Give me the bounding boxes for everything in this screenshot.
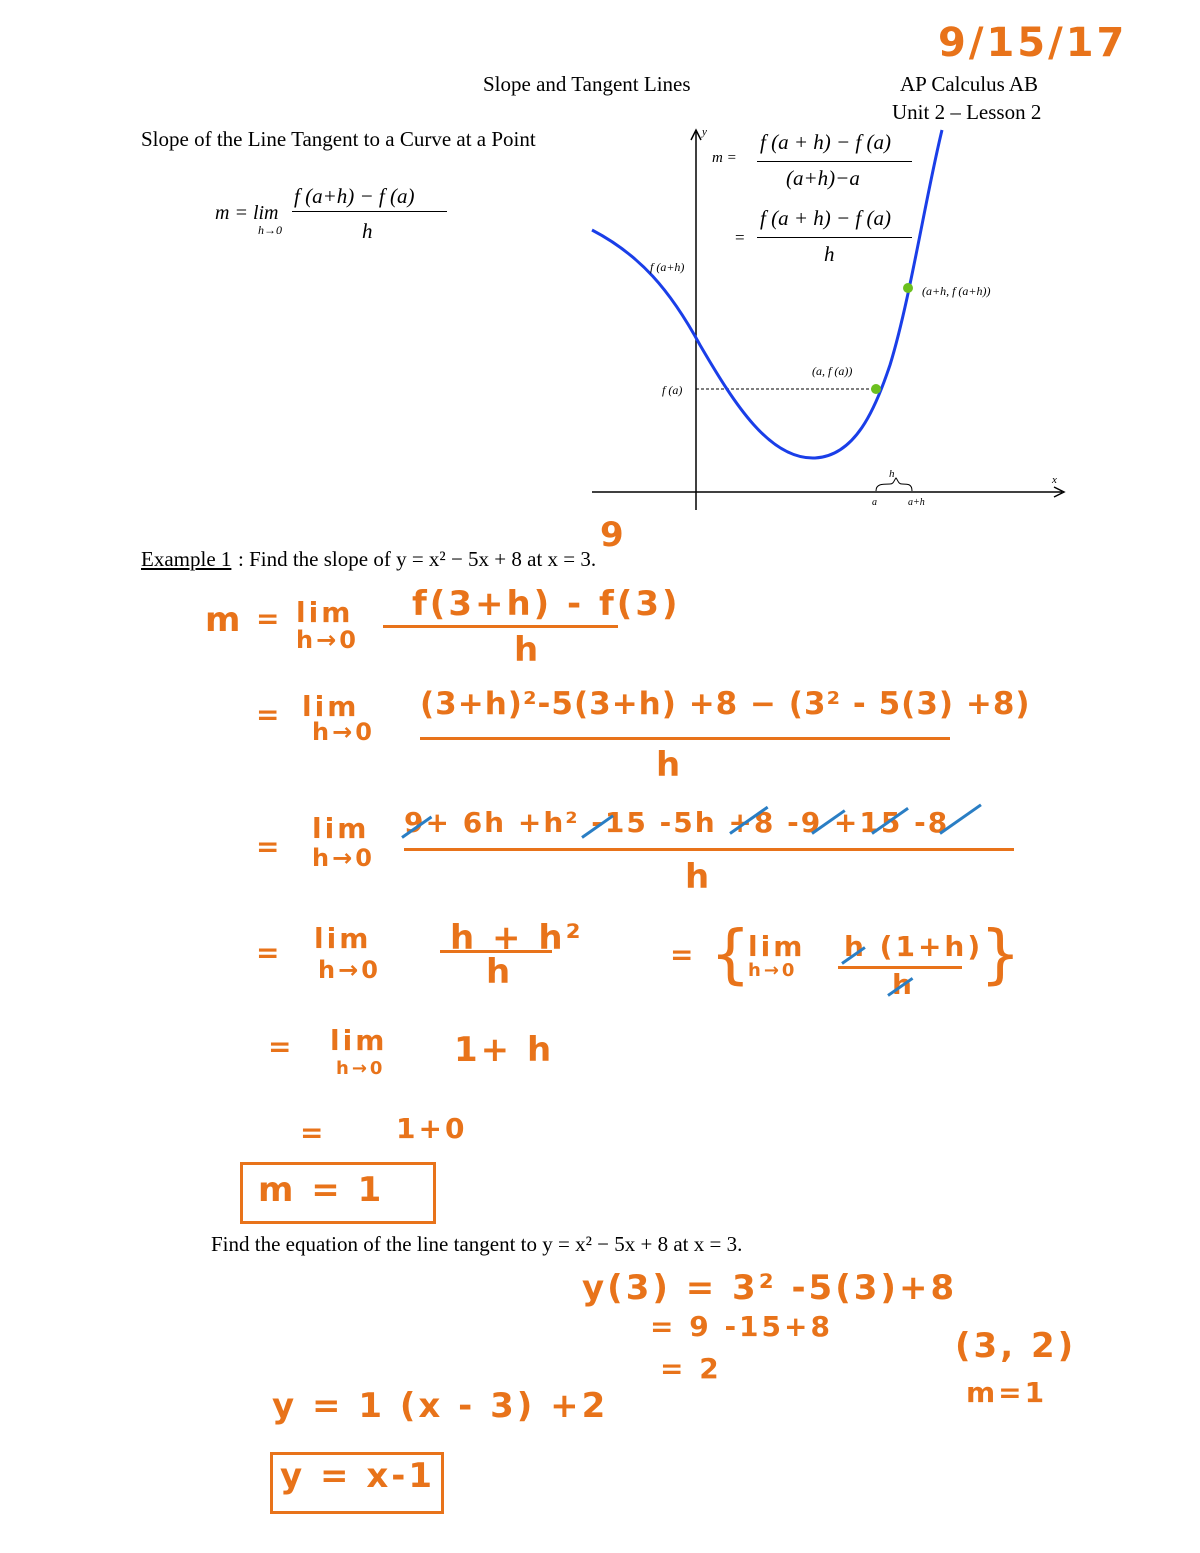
point-ah-label: (a+h, f (a+h)) (922, 284, 991, 298)
work-lim-3: lim (312, 812, 370, 845)
work-l6: 1+0 (396, 1112, 468, 1145)
work-l3-bar (404, 848, 1014, 851)
aside-num: h (1+h) (844, 930, 984, 963)
part2-y3-c: = 2 (660, 1352, 722, 1385)
work-lim-4: lim (314, 922, 372, 955)
definition-numerator: f (a+h) − f (a) (294, 184, 415, 208)
example-label: Example 1 (141, 547, 232, 571)
answer-slope: m = 1 (258, 1170, 385, 1210)
part2-y3-b: = 9 -15+8 (650, 1310, 833, 1343)
part2-line-eq: y = 1 (x - 3) +2 (272, 1386, 609, 1426)
diagram-frac2-num: f (a + h) − f (a) (760, 206, 891, 230)
y-axis-label: y (702, 126, 707, 138)
work-l2-bar (420, 737, 950, 740)
work-h0-2: h→0 (312, 718, 375, 746)
part2-slope: m=1 (966, 1376, 1048, 1409)
work-l1-num: f(3+h) - f(3) (412, 584, 681, 624)
point-ah-marker (903, 283, 913, 293)
diagram-m-label: m = (712, 150, 737, 166)
date-handwritten: 9/15/17 (938, 20, 1128, 66)
work-eq-3: = (256, 830, 283, 863)
handwritten-note-9: 9 (600, 515, 627, 555)
aside-open-brace: { (710, 918, 754, 992)
aside-h0: h→0 (748, 960, 798, 981)
section-title: Slope of the Line Tangent to a Curve at a Point (141, 127, 536, 151)
work-l3-num: 9+ 6h +h² -15 -5h +8 -9 +15 -8 (404, 806, 950, 839)
work-l1-den: h (514, 630, 542, 670)
diagram-frac1-den: (a+h)−a (786, 166, 860, 190)
tick-h-label: h (889, 468, 895, 480)
aside-den: h (892, 968, 915, 1001)
work-eq-6: = (300, 1116, 327, 1149)
function-curve (592, 130, 942, 458)
label-fah: f (a+h) (650, 260, 685, 274)
definition-lhs: m = lim (215, 202, 279, 224)
work-eq-1: = (256, 602, 283, 635)
aside-lim: lim (748, 930, 806, 963)
work-h0-1: h→0 (296, 626, 359, 654)
work-eq-5: = (268, 1030, 295, 1063)
diagram-frac2-den: h (824, 242, 835, 266)
part2-y3-a: y(3) = 3² -5(3)+8 (582, 1268, 958, 1308)
work-h0-4: h→0 (318, 956, 381, 984)
definition-sub: h→0 (258, 223, 282, 237)
work-eq-2: = (256, 698, 283, 731)
tangent-diagram (0, 0, 1200, 600)
course-name: AP Calculus AB (900, 72, 1039, 96)
tick-a-label: a (872, 497, 877, 508)
work-l4-den: h (486, 952, 514, 992)
example-prompt: : Find the slope of y = x² − 5x + 8 at x = 3. (238, 547, 597, 571)
page-title: Slope and Tangent Lines (483, 72, 691, 96)
diagram-frac1-num: f (a + h) − f (a) (760, 130, 891, 154)
work-l4-num: h + h² (450, 918, 584, 958)
part2-answer: y = x-1 (280, 1456, 436, 1496)
work-h0-3: h→0 (312, 844, 375, 872)
work-l2-den: h (656, 745, 684, 785)
diagram-eq2: = (735, 228, 745, 247)
point-a-label: (a, f (a)) (812, 364, 853, 378)
work-l3-den: h (685, 857, 713, 897)
definition-denominator: h (362, 219, 373, 243)
work-h0-5: h→0 (336, 1058, 386, 1079)
part2-point: (3, 2) (955, 1326, 1077, 1366)
work-l5: 1+ h (454, 1030, 555, 1070)
work-lim-1: lim (296, 596, 354, 629)
work-lim-2: lim (302, 690, 360, 723)
x-axis-label: x (1052, 474, 1057, 486)
unit-lesson: Unit 2 – Lesson 2 (892, 100, 1042, 124)
work-lim-5: lim (330, 1024, 388, 1057)
work-l2-num: (3+h)²-5(3+h) +8 − (3² - 5(3) +8) (420, 686, 1031, 722)
tick-ah-label: a+h (908, 497, 925, 508)
work-m: m (205, 600, 244, 640)
aside-close-brace: } (980, 918, 1024, 992)
work-eq-4: = (256, 936, 283, 969)
part2-prompt: Find the equation of the line tangent to y = x² − 5x + 8 at x = 3. (211, 1232, 743, 1256)
work-eq-aside: = (670, 938, 697, 971)
work-l1-bar (383, 625, 618, 628)
point-a-marker (871, 384, 881, 394)
label-fa: f (a) (662, 383, 683, 397)
diagram-frac2-bar (757, 237, 912, 238)
diagram-frac1-bar (757, 161, 912, 162)
